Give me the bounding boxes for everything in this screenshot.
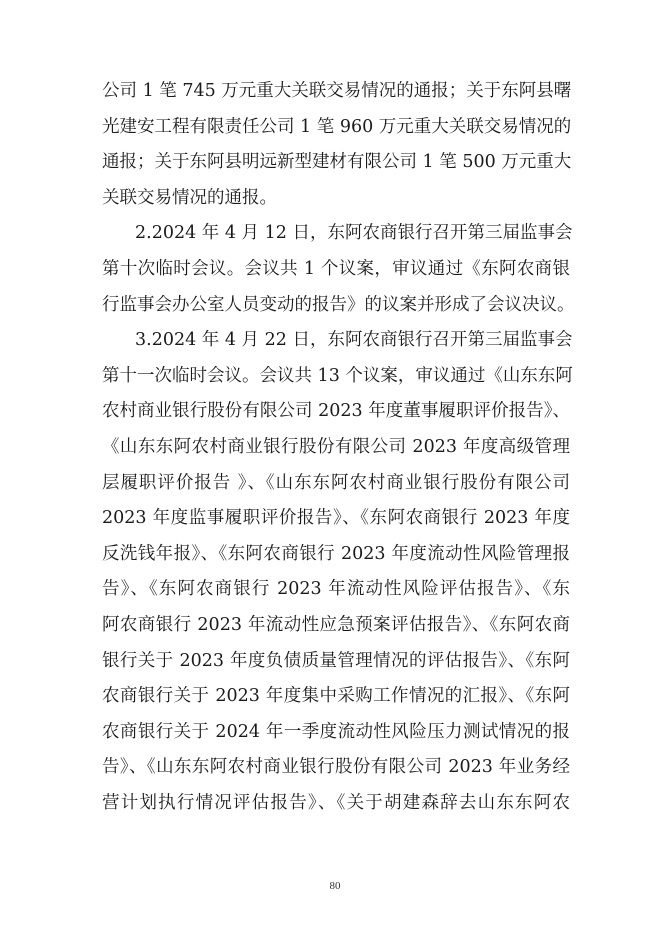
text-line: 公司 1 笔 745 万元重大关联交易情况的通报；关于东阿县曙 (102, 81, 572, 101)
paragraph-start-line: 3.2024 年 4 月 22 日，东阿农商银行召开第三届监事会 (135, 330, 573, 351)
text-line: 2023 年度监事履职评价报告》、《东阿农商银行 2023 年度 (102, 508, 570, 529)
text-line: 第十次临时会议。会议共 1 个议案，审议通过《东阿农商银 (102, 258, 570, 279)
page-number: 80 (329, 880, 341, 892)
text-line: 关联交易情况的通报。 (102, 187, 277, 208)
text-line: 告》、《山东东阿农村商业银行股份有限公司 2023 年业务经 (102, 757, 570, 778)
text-line: 营计划执行情况评估报告》、《关于胡建森辞去山东东阿农 (102, 792, 570, 813)
text-line: 层履职评价报告 》、《山东东阿农村商业银行股份有限公司 (102, 472, 570, 493)
text-line: 告》、《东阿农商银行 2023 年流动性风险评估报告》、《东 (102, 579, 570, 600)
text-line: 第十一次临时会议。会议共 13 个议案，审议通过《山东东阿 (102, 365, 573, 386)
text-line: 行监事会办公室人员变动的报告》的议案并形成了会议决议。 (102, 294, 575, 315)
text-line: 银行关于 2023 年度负债质量管理情况的评估报告》、《东阿 (102, 650, 570, 671)
text-line: 《山东东阿农村商业银行股份有限公司 2023 年度高级管理 (102, 436, 570, 457)
text-line: 阿农商银行 2023 年流动性应急预案评估报告》、《东阿农商 (102, 614, 570, 635)
text-line: 反洗钱年报》、《东阿农商银行 2023 年度流动性风险管理报 (102, 543, 570, 564)
body-text (102, 74, 575, 821)
text-line: 通报；关于东阿县明远新型建材有限公司 1 笔 500 万元重大 (102, 152, 572, 173)
text-line: 农商银行关于 2024 年一季度流动性风险压力测试情况的报 (102, 721, 570, 742)
paragraph-start-line: 2.2024 年 4 月 12 日，东阿农商银行召开第三届监事会 (135, 223, 573, 244)
text-line: 农村商业银行股份有限公司 2023 年度董事履职评价报告》、 (102, 401, 570, 422)
text-line: 农商银行关于 2023 年度集中采购工作情况的汇报》、《东阿 (102, 686, 570, 707)
text-line: 光建安工程有限责任公司 1 笔 960 万元重大关联交易情况的 (102, 116, 572, 137)
